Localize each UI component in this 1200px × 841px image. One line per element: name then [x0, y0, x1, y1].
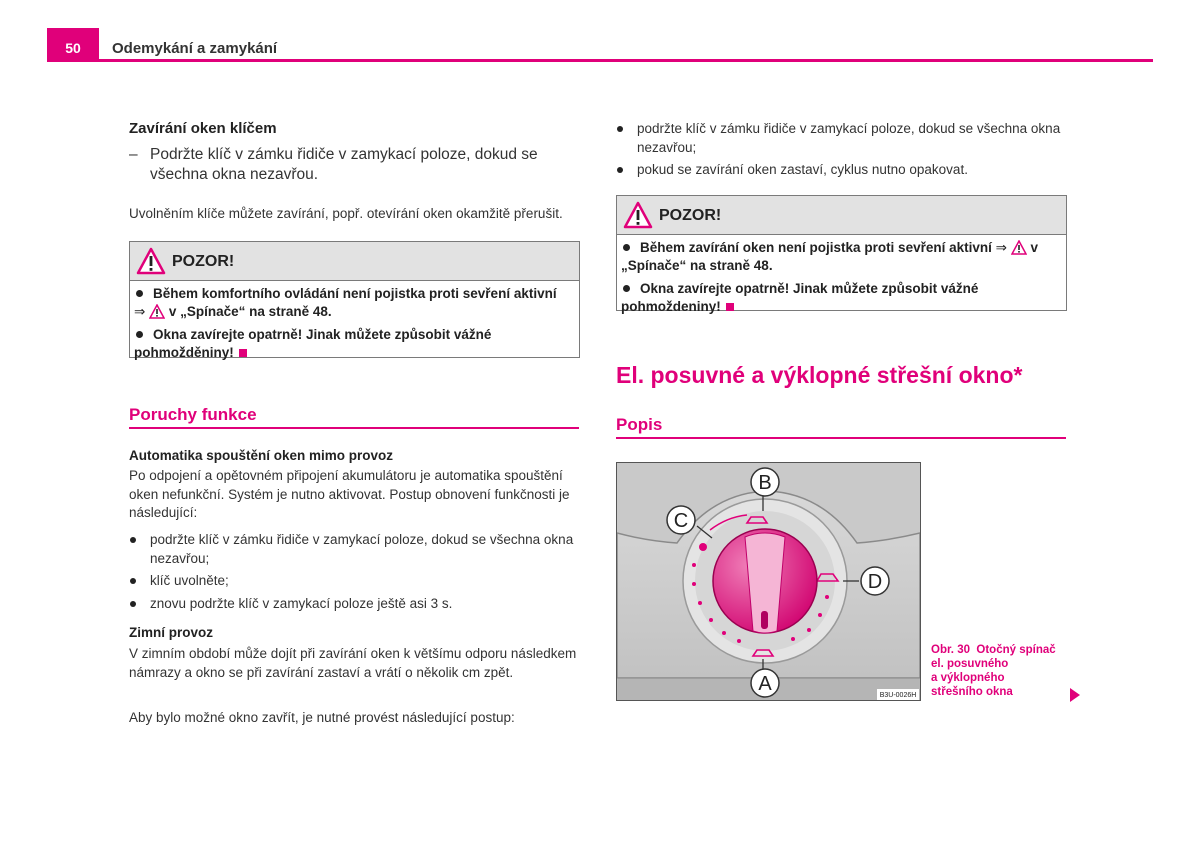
subheading-winter: Zimní provoz: [129, 625, 213, 640]
figure-caption: [931, 643, 1071, 699]
warning-triangle-icon: [149, 304, 165, 319]
warning-item-2: Okna zavírejte opatrně! Jinak můžete způsobit vážné pohmožděniny!: [134, 327, 492, 360]
warning-header: [617, 196, 1066, 235]
bullet-list-left: [129, 531, 584, 617]
caption-number: Obr. 30: [931, 644, 970, 656]
list-item: klíč uvolněte;: [129, 572, 584, 591]
warning-header: [130, 242, 579, 281]
chapter-title: El. posuvné a výklopné střešní okno*: [616, 362, 1023, 388]
list-item: pokud se zavírání oken zastaví, cyklus nutno opakovat.: [616, 161, 1061, 180]
warning-box-left: [129, 241, 580, 358]
warning-body: Během zavírání oken není pojistka proti sevření aktivní ⇒ v „Spínače“ na straně 48. Okna zavírejte opatrně! Jinak můžete způsobit vážné pohmoždeniny!: [621, 240, 1038, 314]
section-title-closing-windows: Zavírání oken klíčem: [129, 120, 277, 137]
warning-item-2: Okna zavírejte opatrně! Jinak můžete způsobit vážné pohmoždeniny!: [621, 281, 979, 314]
warning-title: POZOR!: [172, 253, 235, 270]
list-item: podržte klíč v zámku řidiče v zamykací poloze, dokud se všechna okna nezavřou;: [129, 531, 584, 568]
end-marker: [239, 349, 247, 357]
warning-box-right: [616, 195, 1067, 314]
page-number: 50: [65, 40, 81, 56]
rotary-switch-figure: [616, 462, 921, 701]
subheading-auto-windows: Automatika spouštění oken mimo provoz: [129, 448, 394, 463]
dash-item: – Podržte klíč v zámku řidiče v zamykací poloze, dokud se všechna okna nezavřou.: [129, 145, 579, 185]
rotary-switch-illustration: [617, 463, 920, 700]
paragraph-release-key: Uvolněním klíče můžete zavírání, popř. otevírání oken okamžitě přerušit.: [129, 206, 563, 221]
list-item: podržte klíč v zámku řidiče v zamykací poloze, dokud se všechna okna nezavřou;: [616, 120, 1061, 157]
section-title-description: Popis: [616, 415, 663, 434]
warning-triangle-icon: [623, 201, 653, 229]
section-title-malfunctions: Poruchy funkce: [129, 405, 257, 424]
warning-item-1: Během komfortního ovládání není pojistka proti sevření aktivní: [153, 286, 557, 301]
callout-label-d: D: [867, 571, 883, 593]
callout-label-c: C: [673, 510, 689, 532]
caption-line: střešního okna: [931, 686, 1013, 698]
warning-triangle-icon: [1011, 240, 1027, 255]
end-marker: [726, 303, 734, 311]
next-page-arrow-icon[interactable]: [1070, 688, 1080, 702]
list-item: znovu podržte klíč v zamykací poloze ještě asi 3 s.: [129, 595, 584, 614]
running-header: Odemykání a zamykání: [112, 40, 278, 57]
paragraph-battery: Po odpojení a opětovném připojení akumulátoru je automatika spouštění oken nefunkční. Systém je nutno aktivovat. Postup obnovení funkčnosti je následující:: [129, 468, 570, 520]
bullet-list-right: [616, 120, 1061, 184]
callout-label-a: A: [758, 673, 772, 695]
warning-triangle-icon: [136, 247, 166, 275]
warning-body: Během komfortního ovládání není pojistka proti sevření aktivní ⇒ v „Spínače“ na straně 48. Okna zavírejte opatrně! Jinak můžete způsobit vážné pohmožděniny!: [134, 286, 557, 360]
section-rule: [129, 427, 579, 429]
dash-item-text: Podržte klíč v zámku řidiče v zamykací poloze, dokud se všechna okna nezavřou.: [150, 146, 538, 183]
caption-line: el. posuvného: [931, 658, 1009, 670]
cross-reference-link[interactable]: v „Spínače“ na straně 48.: [168, 304, 332, 319]
warning-title: POZOR!: [659, 207, 722, 224]
caption-line: Otočný spínač: [976, 644, 1056, 656]
caption-line: a výklopného: [931, 672, 1005, 684]
paragraph-procedure: Aby bylo možné okno zavřít, je nutné provést následující postup:: [129, 710, 515, 725]
warning-item-1: Během zavírání oken není pojistka proti sevření aktivní: [640, 240, 992, 255]
figure-code: B3U-0026H: [879, 692, 917, 699]
paragraph-winter: V zimním období může dojít při zavírání oken k většímu odporu následkem námrazy a okno se při zavírání zastaví a vrátí o několik cm zpět.: [129, 646, 577, 680]
cross-reference-link[interactable]: v „Spínače“ na straně 48.: [621, 240, 1038, 273]
callout-label-b: B: [758, 472, 772, 494]
section-rule: [616, 437, 1066, 439]
header-rule: [47, 59, 1153, 62]
